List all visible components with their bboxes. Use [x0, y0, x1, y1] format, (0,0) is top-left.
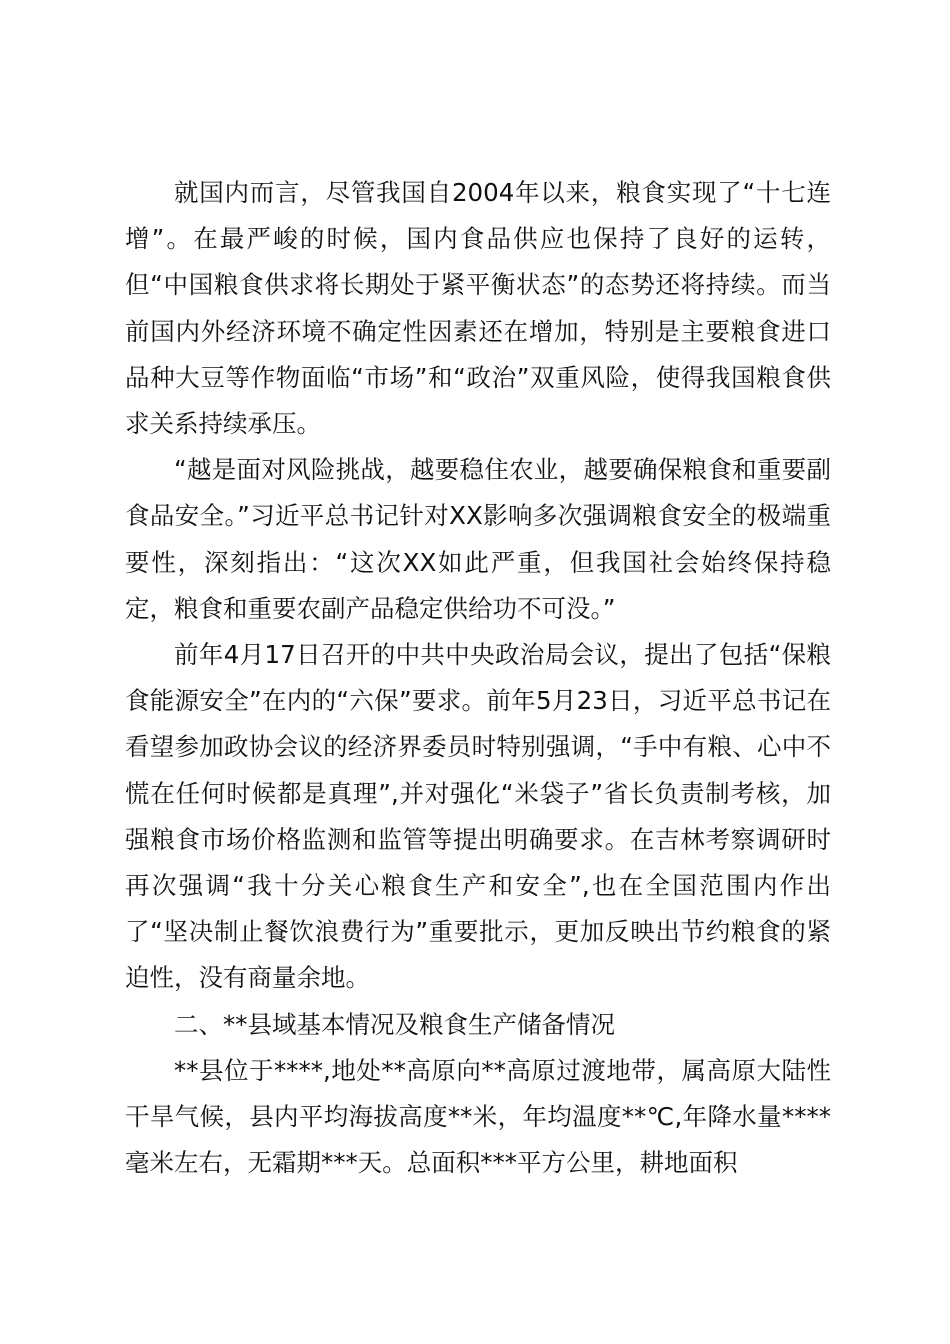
document-body: [125, 170, 831, 1186]
section-heading-county: 二、**县域基本情况及粮食生产储备情况: [174, 1009, 615, 1039]
paragraph-domestic-grain: 就国内而言，尽管我国自2004年以来，粮食实现了“十七连增”。在最严峻的时候，国内食品供应也保持了良好的运转，但“中国粮食供求将长期处于紧平衡状态”的态势还将持续。而当前国内外经济环境不确定性因素还在增加，特别是主要粮食进口品种大豆等作物面临“市场”和“政治”双重风险，使得我国粮食供求关系持续承压。: [125, 178, 831, 439]
paragraph-county-overview: **县位于****,地处**高原向**高原过渡地带，属高原大陆性干旱气候，县内平均海拔高度**米，年均温度**℃,年降水量****毫米左右，无霜期***天。总面积***平方公里，耕地面积: [125, 1055, 831, 1178]
paragraph-six-guarantees: 前年4月17日召开的中共中央政治局会议，提出了包括“保粮食能源安全”在内的“六保”要求。前年5月23日，习近平总书记在看望参加政协会议的经济界委员时特别强调，“手中有粮、心中不慌在任何时候都是真理”,并对强化“米袋子”省长负责制考核，加强粮食市场价格监测和监管等提出明确要求。在吉林考察调研时再次强调“我十分关心粮食生产和安全”,也在全国范围内作出了“坚决制止餐饮浪费行为”重要批示，更加反映出节约粮食的紧迫性，没有商量余地。: [125, 640, 831, 993]
paragraph-risk-challenge: “越是面对风险挑战，越要稳住农业，越要确保粮食和重要副食品安全。”习近平总书记针对XX影响多次强调粮食安全的极端重要性，深刻指出：“这次XX如此严重，但我国社会始终保持稳定，粮食和重要农副产品稳定供给功不可没。”: [125, 455, 831, 623]
